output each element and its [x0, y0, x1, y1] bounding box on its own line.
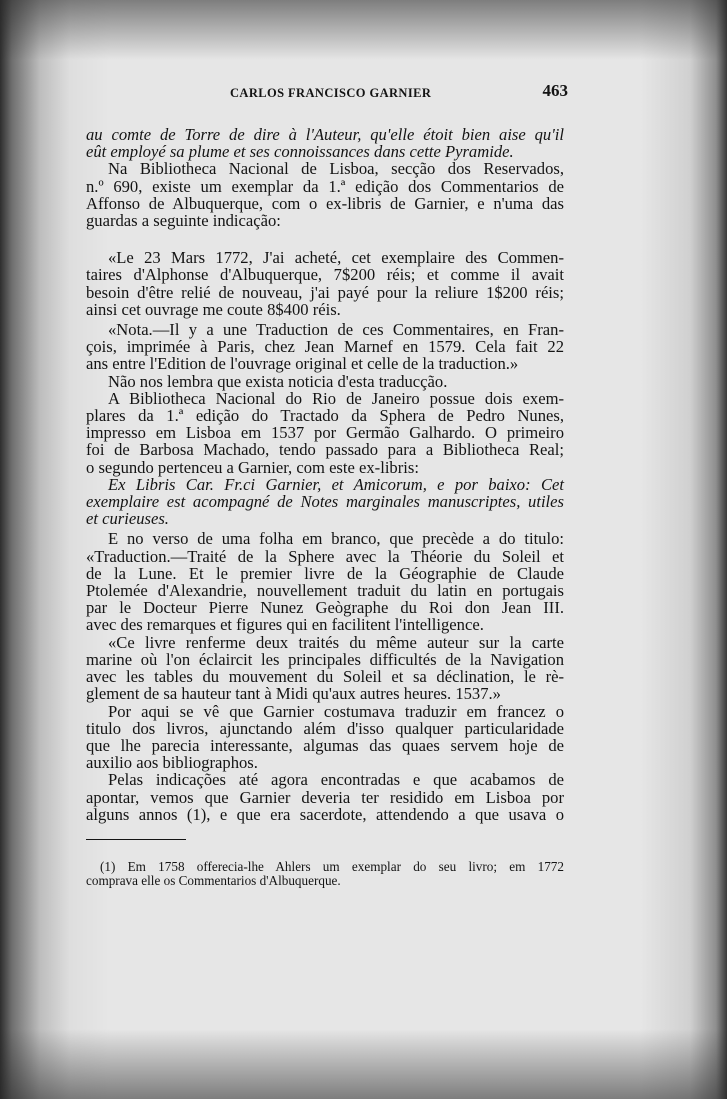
footnote-line: comprava elle os Commentarios d'Albuquerque.: [86, 873, 341, 889]
text-line: eût employé sa plume et ses connoissances dans cette Pyramide.: [86, 142, 514, 162]
text-line: ans entre l'Edition de l'ouvrage original et celle de la traduction.»: [86, 354, 519, 374]
text-line: Ex Libris Car. Fr.ci Garnier, et Amicorum, e por baixo: Cet: [108, 474, 564, 494]
paragraph-continuation: [86, 126, 564, 160]
text-line: Affonso de Albuquerque, com o ex-libris de Garnier, e n'uma das: [86, 193, 564, 213]
text-line: avec les tables du mouvement du Soleil et sa déclination, le rè-: [86, 667, 564, 687]
text-line: ainsi cet ouvrage me coute 8$400 réis.: [86, 299, 341, 319]
text-line: exemplaire est acompagné de Notes marginales manuscriptes, utiles: [86, 492, 564, 512]
text-line: Pelas indicações até agora encontradas e que acabamos de: [108, 770, 564, 790]
text-line: «Traduction.—Traité de la Sphere avec la Théorie du Soleil et: [86, 546, 564, 566]
paragraph-pelas-indicacoes: [86, 771, 564, 823]
paragraph-por-aqui: [86, 703, 564, 772]
paragraph-ex-libris: [86, 476, 564, 528]
text-line: apontar, vemos que Garnier deveria ter residido em Lisboa por: [86, 787, 564, 807]
text-line: glement de sa hauteur tant à Midi qu'aux autres heures. 1537.»: [86, 684, 501, 704]
text-line: plares da 1.ª edição do Tractado da Sphera de Pedro Nunes,: [86, 406, 564, 426]
text-line: alguns annos (1), e que era sacerdote, attendendo a que usava o: [86, 804, 564, 824]
text-line: E no verso de uma folha em branco, que precède a do titulo:: [108, 529, 564, 549]
text-line: que lhe parecia interessante, algumas das quaes servem hoje de: [86, 735, 564, 755]
text-line: taires d'Alphonse d'Albuquerque, 7$200 réis; et comme il avait: [86, 265, 564, 285]
footnote-rule: [86, 839, 186, 840]
page-header: [86, 81, 568, 104]
text-line: de la Lune. Et le premier livre de la Géographie de Claude: [86, 563, 564, 583]
text-line: avec des remarques et figures qui en facilitent l'intelligence.: [86, 615, 484, 635]
paragraph-rio-library: [86, 390, 564, 476]
paragraph-traduction: [86, 530, 564, 633]
text-line: marine où l'on éclaircit les principales difficultés de la Navigation: [86, 649, 564, 669]
text-line: et curieuses.: [86, 509, 169, 529]
text-line: guardas a seguinte indicação:: [86, 211, 281, 231]
text-line: besoin d'être relié de nouveau, j'ai payé pour la reliure 1$200 réis;: [86, 282, 564, 302]
text-line: auxilio aos bibliographos.: [86, 753, 258, 773]
text-line: o segundo pertenceu a Garnier, com este ex-libris:: [86, 457, 419, 477]
text-line: n.º 690, existe um exemplar da 1.ª edição dos Commentarios de: [86, 176, 564, 196]
paragraph-ce-livre: [86, 634, 564, 703]
text-line: Ptolemée d'Alexandrie, nouvellement traduit du latin en portugais: [86, 581, 564, 601]
paragraph-lisbon-library: [86, 160, 564, 229]
paragraph-quote-purchase: [86, 249, 564, 318]
text-line: Não nos lembra que exista noticia d'esta traducção.: [108, 371, 448, 391]
footnote-line: (1) Em 1758 offerecia-lhe Ahlers um exemplar do seu livro; em 1772: [100, 858, 564, 874]
text-line: par le Docteur Pierre Nunez Geògraphe du Roi don Jean III.: [86, 598, 564, 618]
text-line: titulo dos livros, ajunctando além d'isso qualquer particularidade: [86, 718, 564, 738]
text-line: impresso em Lisboa em 1537 por Germão Galhardo. O primeiro: [86, 423, 564, 443]
page-number: 463: [542, 81, 568, 100]
text-line: «Nota.—Il y a une Traduction de ces Commentaires, en Fran-: [108, 320, 564, 340]
paragraph-no-record: [86, 373, 564, 390]
book-page: [86, 81, 568, 889]
text-line: Na Bibliotheca Nacional de Lisboa, secção dos Reservados,: [108, 159, 564, 179]
running-title: CARLOS FRANCISCO GARNIER: [230, 86, 432, 100]
text-line: A Bibliotheca Nacional do Rio de Janeiro possue dois exem-: [108, 388, 564, 408]
text-line: au comte de Torre de dire à l'Auteur, qu'elle étoit bien aise qu'il: [86, 125, 564, 144]
text-line: «Le 23 Mars 1772, J'ai acheté, cet exemplaire des Commen-: [108, 248, 564, 268]
text-line: «Ce livre renferme deux traités du même auteur sur la carte: [108, 632, 564, 652]
paragraph-quote-nota: [86, 321, 564, 373]
text-line: çois, imprimée à Paris, chez Jean Marnef en 1579. Cela fait 22: [86, 337, 564, 357]
text-line: foi de Barbosa Machado, tendo passado para a Bibliotheca Real;: [86, 440, 564, 460]
footnote: [86, 860, 564, 889]
text-line: Por aqui se vê que Garnier costumava traduzir em francez o: [108, 701, 564, 721]
